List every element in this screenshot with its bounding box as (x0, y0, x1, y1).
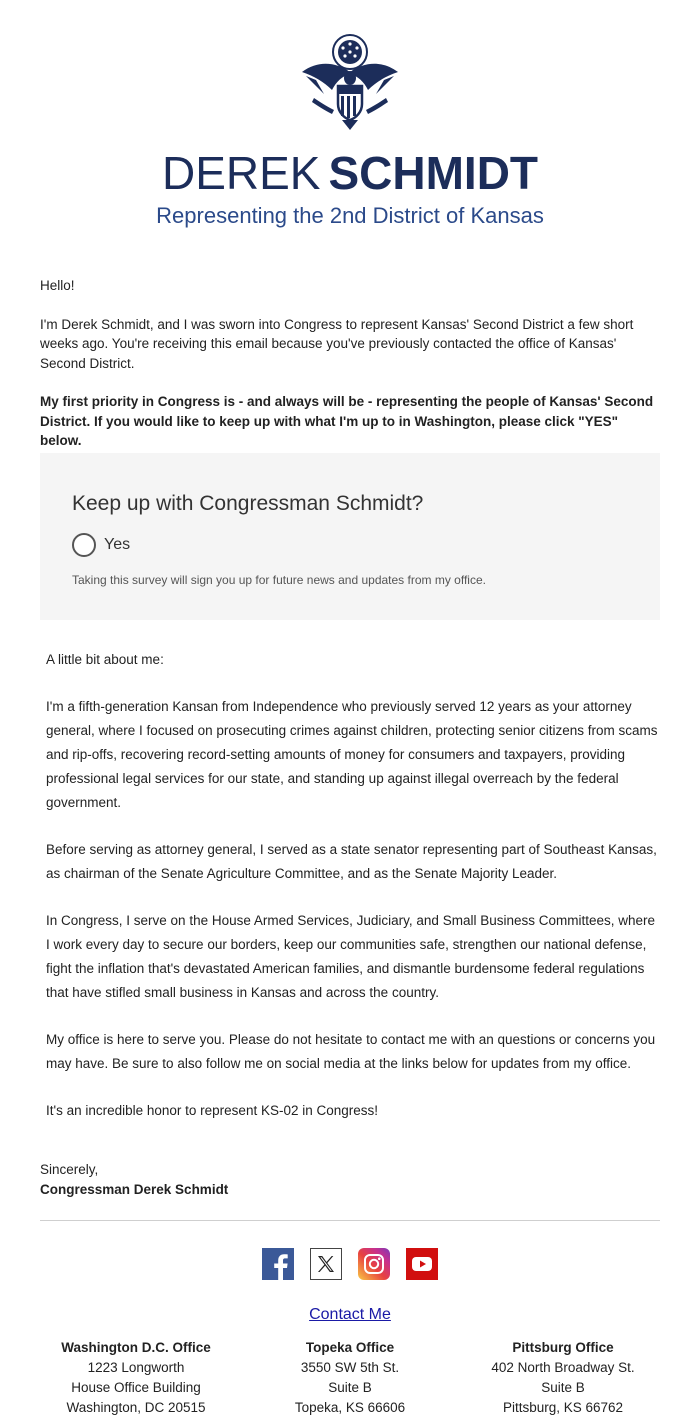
brand-name (0, 148, 700, 198)
office-pittsburg (463, 1338, 663, 1418)
priority-paragraph: My first priority in Congress is - and always will be - representing the people of Kansas' Second District. If you would like to keep up with what I'm up to in Washington, please click "YES" below. (40, 394, 654, 448)
social-links (262, 1248, 438, 1280)
office-name: Washington D.C. Office (61, 1340, 211, 1355)
x-icon[interactable] (310, 1248, 342, 1280)
about-paragraph-2: Before serving as attorney general, I served as a state senator representing part of Southeast Kansas, as chairman of the Senate Agriculture Committee, and as the Senate Majority Leader. (46, 842, 657, 881)
office-address-line: 3550 SW 5th St. (300, 1360, 400, 1375)
brand-last-name: SCHMIDT (328, 147, 539, 199)
office-address-line: 1223 Longworth (87, 1360, 185, 1375)
footer-divider (40, 1220, 660, 1221)
eagle-seal-icon (296, 32, 404, 132)
office-address-line: Topeka, KS 66606 (294, 1400, 406, 1415)
office-address-line: House Office Building (71, 1380, 201, 1395)
survey-box (40, 453, 660, 620)
brand-tagline: Representing the 2nd District of Kansas (156, 203, 544, 228)
intro-section (40, 276, 660, 470)
yes-radio-button[interactable] (72, 533, 96, 557)
email-header (0, 0, 700, 250)
office-address-line: Suite B (541, 1380, 585, 1395)
office-address-line: Suite B (328, 1380, 372, 1395)
survey-title: Keep up with Congressman Schmidt? (72, 492, 424, 515)
office-address-line: Pittsburg, KS 66762 (502, 1400, 624, 1415)
intro-paragraph: I'm Derek Schmidt, and I was sworn into Congress to represent Kansas' Second District a few short weeks ago. You're receiving this email because you've previously contacted the office of Kansas' Second District. (40, 316, 634, 371)
about-paragraph-5: It's an incredible honor to represent KS-02 in Congress! (46, 1103, 379, 1118)
office-address-line: 402 North Broadway St. (491, 1360, 635, 1375)
survey-note: Taking this survey will sign you up for future news and updates from my office. (72, 573, 486, 587)
office-addresses (0, 1338, 700, 1418)
signoff (40, 1160, 228, 1200)
about-paragraph-1: I'm a fifth-generation Kansan from Independence who previously served 12 years as your attorney general, where I focused on prosecuting crimes against children, protecting senior citizens from scams and rip-offs, recovering record-setting amounts of money for consumers and taxpayers, providing professional legal services for our state, and standing up against illegal overreach by the federal government. (46, 699, 658, 810)
signoff-name: Congressman Derek Schmidt (40, 1182, 229, 1197)
contact-me-link[interactable]: Contact Me (309, 1306, 391, 1323)
office-name: Topeka Office (305, 1340, 395, 1355)
youtube-icon[interactable] (406, 1248, 438, 1280)
office-address-line: Washington, DC 20515 (66, 1400, 206, 1415)
contact-section (0, 1306, 700, 1324)
about-heading: A little bit about me: (46, 652, 164, 667)
greeting: Hello! (40, 278, 75, 293)
about-paragraph-4: My office is here to serve you. Please do not hesitate to contact me with an questions or concerns you may have. Be sure to also follow me on social media at the links below for updates from my office. (46, 1032, 656, 1071)
facebook-icon[interactable] (262, 1248, 294, 1280)
signoff-closing: Sincerely, (40, 1162, 99, 1177)
yes-radio-label[interactable]: Yes (104, 536, 131, 553)
office-topeka (250, 1338, 450, 1418)
about-section (46, 648, 658, 1146)
brand-first-name: DEREK (161, 147, 321, 199)
office-name: Pittsburg Office (512, 1340, 614, 1355)
office-washington (36, 1338, 236, 1418)
about-paragraph-3: In Congress, I serve on the House Armed Services, Judiciary, and Small Business Committees, where I work every day to secure our borders, keep our communities safe, strengthen our national defense, fight the inflation that's devastated American families, and dismantle burdensome federal regulations that have stifled small business in Kansas and across the country. (46, 913, 656, 1000)
instagram-icon[interactable] (358, 1248, 390, 1280)
